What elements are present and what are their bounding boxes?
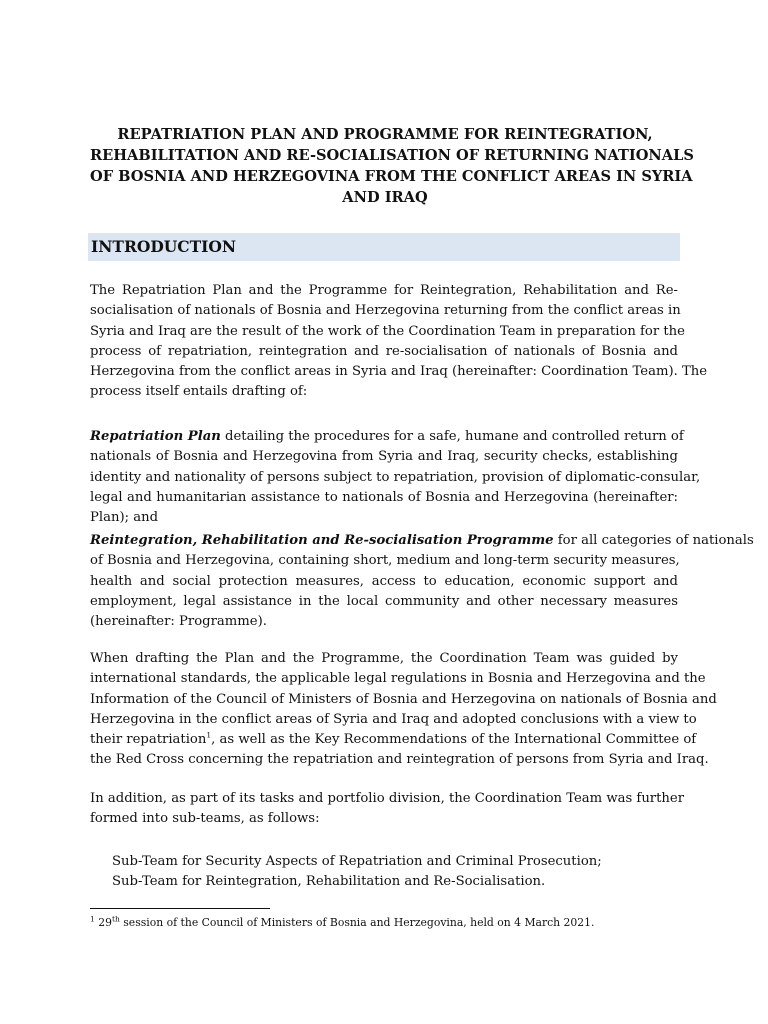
text-line: When drafting the Plan and the Programme, the Coordination Team was guided by xyxy=(90,651,678,666)
document-title xyxy=(90,124,694,208)
programme-term: Reintegration, Rehabilitation and Re-socialisation Programme xyxy=(90,533,554,548)
footnote-number: 1 xyxy=(90,914,95,924)
intro-paragraph xyxy=(90,281,708,403)
text-line: legal and humanitarian assistance to nationals of Bosnia and Herzegovina (hereinafter: xyxy=(90,489,678,505)
text-line: Plan); and xyxy=(90,510,159,526)
text-run: , as well as the Key Recommendations of the International Committee of xyxy=(211,732,697,748)
text-line: nationals of Bosnia and Herzegovina from Syria and Iraq, security checks, establishing xyxy=(90,449,678,465)
text-line: socialisation of nationals of Bosnia and Herzegovina returning from the conflict areas in xyxy=(90,303,681,319)
text-line: employment, legal assistance in the local community and other necessary measures xyxy=(90,593,678,609)
footnote-text: session of the Council of Ministers of Bosnia and Herzegovina, held on 4 March 2021. xyxy=(119,916,595,929)
section-heading-bar xyxy=(88,233,680,261)
text-line: health and social protection measures, access to education, economic support and xyxy=(90,573,678,589)
footnote xyxy=(90,916,594,930)
text-line xyxy=(90,531,754,551)
text-line: Herzegovina in the conflict areas of Syria and Iraq and adopted conclusions with a view to xyxy=(90,711,697,727)
text-line: international standards, the applicable legal regulations in Bosnia and Herzegovina and the xyxy=(90,671,706,687)
drafting-paragraph xyxy=(90,649,717,771)
text-line: of Bosnia and Herzegovina, containing short, medium and long-term security measures, xyxy=(90,553,680,569)
text-line: Herzegovina from the conflict areas in Syria and Iraq (hereinafter: Coordination Team). The xyxy=(90,364,708,380)
section-heading: INTRODUCTION xyxy=(91,237,237,256)
text-line: The Repatriation Plan and the Programme for Reintegration, Rehabilitation and Re- xyxy=(90,283,678,298)
footnote-ordinal-suffix: th xyxy=(111,914,120,924)
title-line-3: OF BOSNIA AND HERZEGOVINA FROM THE CONFLICT AREAS IN SYRIA xyxy=(90,168,693,185)
text-run: for all categories of nationals xyxy=(553,533,754,548)
title-line-4: AND IRAQ xyxy=(342,189,428,206)
text-line: identity and nationality of persons subject to repatriation, provision of diplomatic-consular, xyxy=(90,469,701,485)
footnote-ref: 1 xyxy=(206,730,212,740)
plan-paragraph xyxy=(90,427,701,528)
text-line: the Red Cross concerning the repatriation and reintegration of persons from Syria and Iraq. xyxy=(90,752,709,768)
text-line: Information of the Council of Ministers of Bosnia and Herzegovina on nationals of Bosnia and xyxy=(90,691,717,707)
text-line xyxy=(90,427,684,447)
text-line: Syria and Iraq are the result of the work of the Coordination Team in preparation for the xyxy=(90,323,685,339)
programme-paragraph xyxy=(90,531,754,632)
title-line-1: REPATRIATION PLAN AND PROGRAMME FOR REINTEGRATION, xyxy=(117,126,653,143)
text-run: detailing the procedures for a safe, humane and controlled return of xyxy=(220,429,684,444)
list-item: Sub-Team for Security Aspects of Repatriation and Criminal Prosecution; xyxy=(112,854,602,869)
text-line: formed into sub-teams, as follows: xyxy=(90,811,320,827)
text-line: process itself entails drafting of: xyxy=(90,384,308,400)
plan-term: Repatriation Plan xyxy=(90,429,221,444)
footnote-divider xyxy=(90,908,270,909)
title-line-2: REHABILITATION AND RE-SOCIALISATION OF RETURNING NATIONALS xyxy=(90,147,694,164)
text-line: (hereinafter: Programme). xyxy=(90,614,267,630)
footnote-ordinal: 29 xyxy=(98,916,112,929)
subteams-paragraph xyxy=(90,789,685,830)
list-item: Sub-Team for Reintegration, Rehabilitation and Re-Socialisation. xyxy=(112,874,546,889)
text-run: their repatriation xyxy=(90,732,207,748)
text-line: In addition, as part of its tasks and portfolio division, the Coordination Team was further xyxy=(90,791,685,806)
text-line: process of repatriation, reintegration and re-socialisation of nationals of Bosnia and xyxy=(90,343,678,359)
text-line xyxy=(90,730,697,750)
